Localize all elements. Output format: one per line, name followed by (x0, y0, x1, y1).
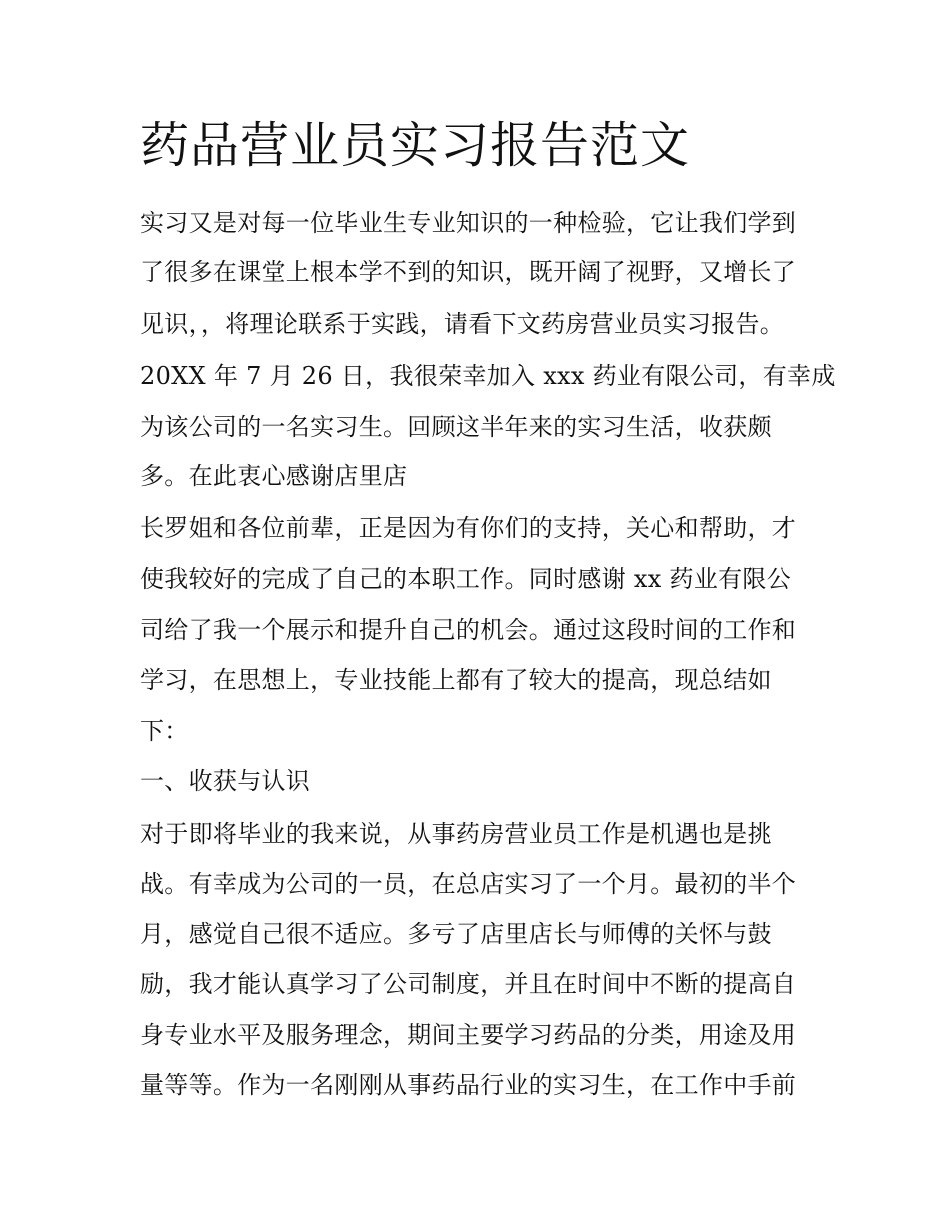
paragraph-line-13: 对于即将毕业的我来说，从事药房营业员工作是机遇也是挑 (140, 820, 772, 848)
paragraph-line-14: 战。有幸成为公司的一员，在总店实习了一个月。最初的半个 (140, 870, 797, 898)
paragraph-line-7: 长罗姐和各位前辈，正是因为有你们的支持，关心和帮助，才 (140, 514, 797, 542)
paragraph-line-15: 月，感觉自己很不适应。多亏了店里店长与师傅的关怀与鼓 (140, 920, 772, 948)
paragraph-line-10: 学习，在思想上，专业技能上都有了较大的提高，现总结如 (140, 666, 772, 694)
paragraph-line-11: 下： (140, 717, 189, 745)
paragraph-line-3: 见识，，将理论联系于实践，请看下文药房营业员实习报告。 (140, 310, 785, 338)
paragraph-line-6: 多。在此衷心感谢店里店 (140, 462, 408, 490)
paragraph-line-9: 司给了我一个展示和提升自己的机会。通过这段时间的工作和 (140, 616, 797, 644)
paragraph-line-8: 使我较好的完成了自己的本职工作。同时感谢 xx 药业有限公 (140, 565, 792, 593)
paragraph-line-5: 为该公司的一名实习生。回顾这半年来的实习生活，收获颇 (140, 413, 772, 441)
paragraph-line-16: 励，我才能认真学习了公司制度，并且在时间中不断的提高自 (140, 970, 797, 998)
paragraph-line-2: 了很多在课堂上根本学不到的知识，既开阔了视野，又增长了 (140, 258, 797, 286)
section-heading: 一、收获与认识 (140, 767, 311, 795)
paragraph-line-4: 20XX 年 7 月 26 日，我很荣幸加入 xxx 药业有限公司，有幸成 (140, 362, 836, 390)
paragraph-line-17: 身专业水平及服务理念，期间主要学习药品的分类，用途及用 (140, 1021, 797, 1049)
paragraph-line-18: 量等等。作为一名刚刚从事药品行业的实习生，在工作中手前 (140, 1071, 797, 1099)
paragraph-line-1: 实习又是对每一位毕业生专业知识的一种检验，它让我们学到 (140, 209, 797, 237)
document-title: 药品营业员实习报告范文 (140, 117, 691, 174)
